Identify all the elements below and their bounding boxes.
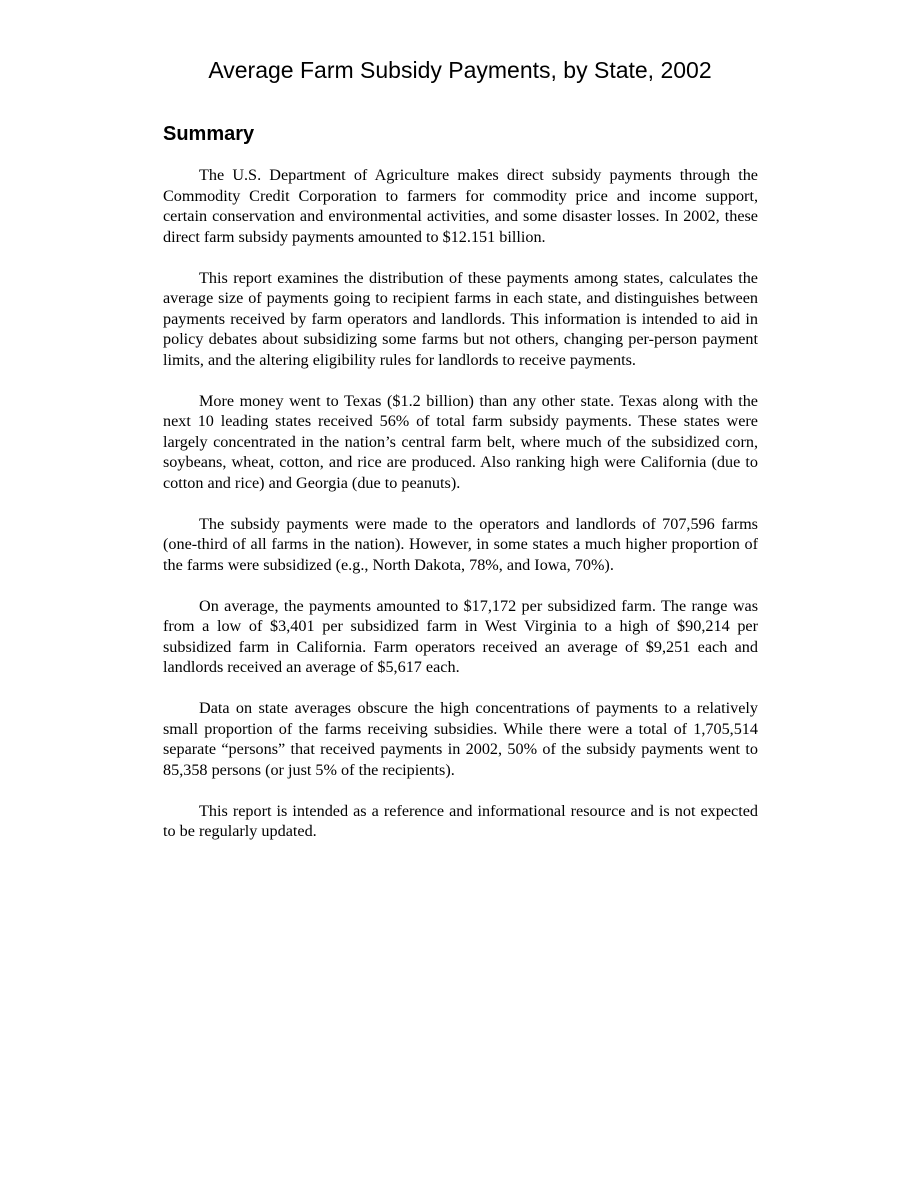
summary-paragraph-7: This report is intended as a reference and informational resource and is not expected to be regularly updated.: [163, 801, 758, 840]
section-heading-summary: Summary: [163, 123, 255, 145]
summary-paragraph-6: Data on state averages obscure the high concentrations of payments to a relatively small proportion of the farms receiving subsidies. While there were a total of 1,705,514 separate “persons” that received payments in 2002, 50% of the subsidy payments went to 85,358 persons (or just 5% of the recipients).: [163, 699, 758, 779]
summary-paragraph-4: The subsidy payments were made to the operators and landlords of 707,596 farms (one-third of all farms in the nation). However, in some states a much higher proportion of the farms were subsidized (e.g., North Dakota, 78%, and Iowa, 70%).: [163, 514, 758, 574]
summary-paragraph-2: This report examines the distribution of these payments among states, calculates the average size of payments going to recipient farms in each state, and distinguishes between payments received by farm operators and landlords. This information is intended to aid in policy debates about subsidizing some farms but not others, changing per-person payment limits, and the altering eligibility rules for landlords to receive payments.: [163, 268, 758, 369]
document-title: Average Farm Subsidy Payments, by State, 2002: [208, 57, 712, 83]
summary-paragraph-1: The U.S. Department of Agriculture makes direct subsidy payments through the Commodity Credit Corporation to farmers for commodity price and income support, certain conservation and environmental activities, and some disaster losses. In 2002, these direct farm subsidy payments amounted to $12.151 billion.: [163, 166, 758, 246]
summary-paragraph-3: More money went to Texas ($1.2 billion) than any other state. Texas along with the next 10 leading states received 56% of total farm subsidy payments. These states were largely concentrated in the nation’s central farm belt, where much of the subsidized corn, soybeans, wheat, cotton, and rice are produced. Also ranking high were California (due to cotton and rice) and Georgia (due to peanuts).: [163, 391, 758, 492]
summary-paragraph-5: On average, the payments amounted to $17,172 per subsidized farm. The range was from a low of $3,401 per subsidized farm in West Virginia to a high of $90,214 per subsidized farm in California. Farm operators received an average of $9,251 each and landlords received an average of $5,617 each.: [163, 596, 758, 676]
summary-body: [163, 165, 758, 862]
